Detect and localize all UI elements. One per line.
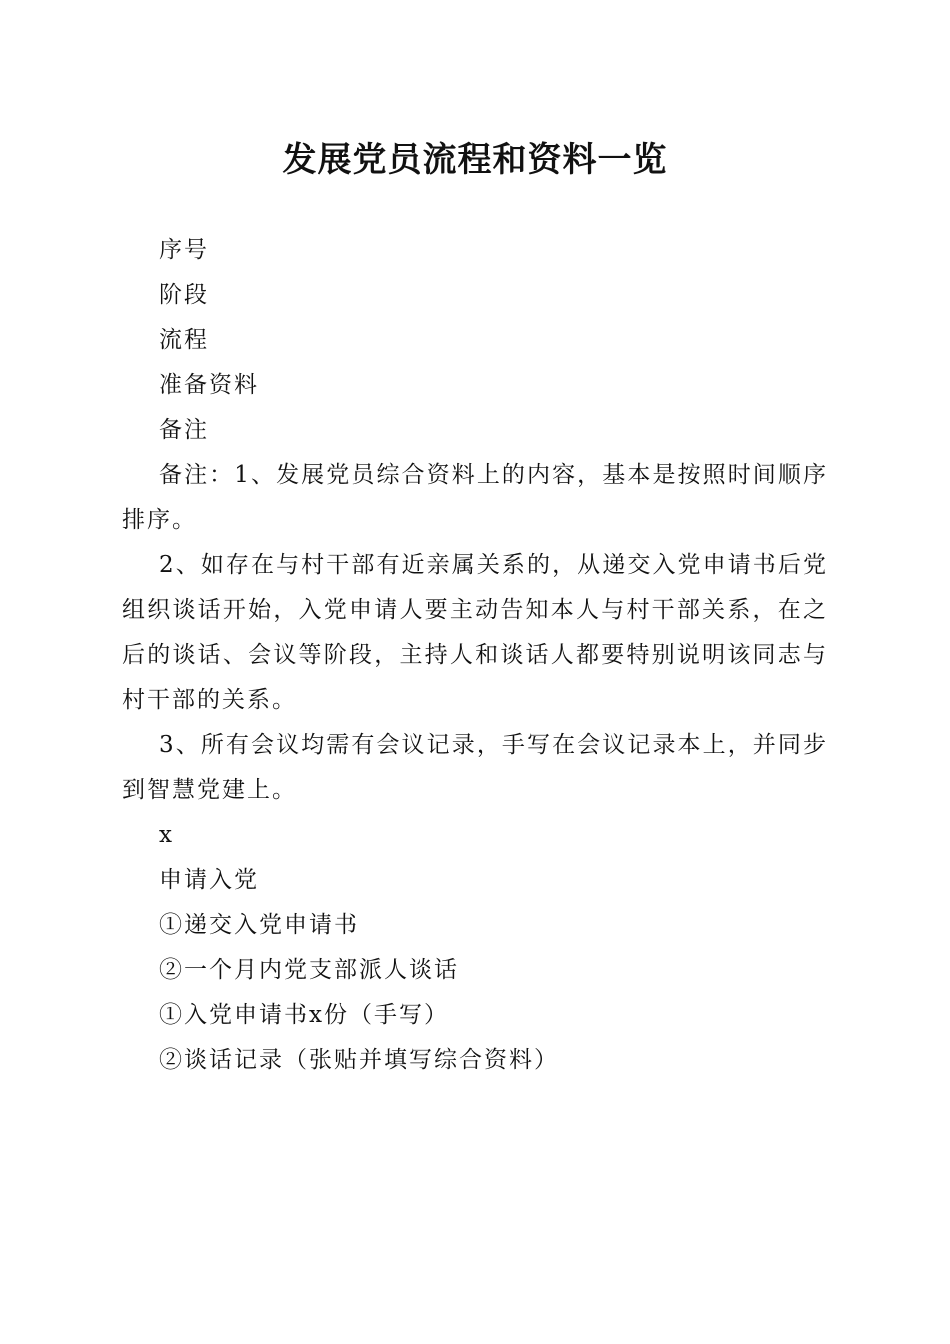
row-material-2: ②谈话记录（张贴并填写综合资料）: [159, 1047, 559, 1073]
row-stage: 申请入党: [159, 867, 259, 893]
row-process-step-2: ②一个月内党支部派人谈话: [159, 957, 459, 983]
table-header-materials: 准备资料: [159, 372, 259, 398]
note-paragraph-1: 备注：1、发展党员综合资料上的内容，基本是按照时间顺序排序。: [122, 462, 828, 533]
table-header-notes: 备注: [159, 417, 209, 443]
document-body: [122, 228, 828, 1083]
note-paragraph-2: 2、如存在与村干部有近亲属关系的，从递交入党申请书后党组织谈话开始，入党申请人要主动告知本人与村干部关系，在之后的谈话、会议等阶段，主持人和谈话人都要特别说明该同志与村干部的关系。: [122, 552, 828, 713]
row-material-1: ①入党申请书x份（手写）: [159, 1002, 449, 1028]
note-paragraph-3: 3、所有会议均需有会议记录，手写在会议记录本上，并同步到智慧党建上。: [122, 732, 828, 803]
table-header-process: 流程: [159, 327, 209, 353]
table-header-stage: 阶段: [159, 282, 209, 308]
row-serial: x: [159, 822, 174, 848]
row-process-step-1: ①递交入党申请书: [159, 912, 359, 938]
document-title: 发展党员流程和资料一览: [282, 140, 668, 180]
table-header-serial: 序号: [159, 237, 209, 263]
